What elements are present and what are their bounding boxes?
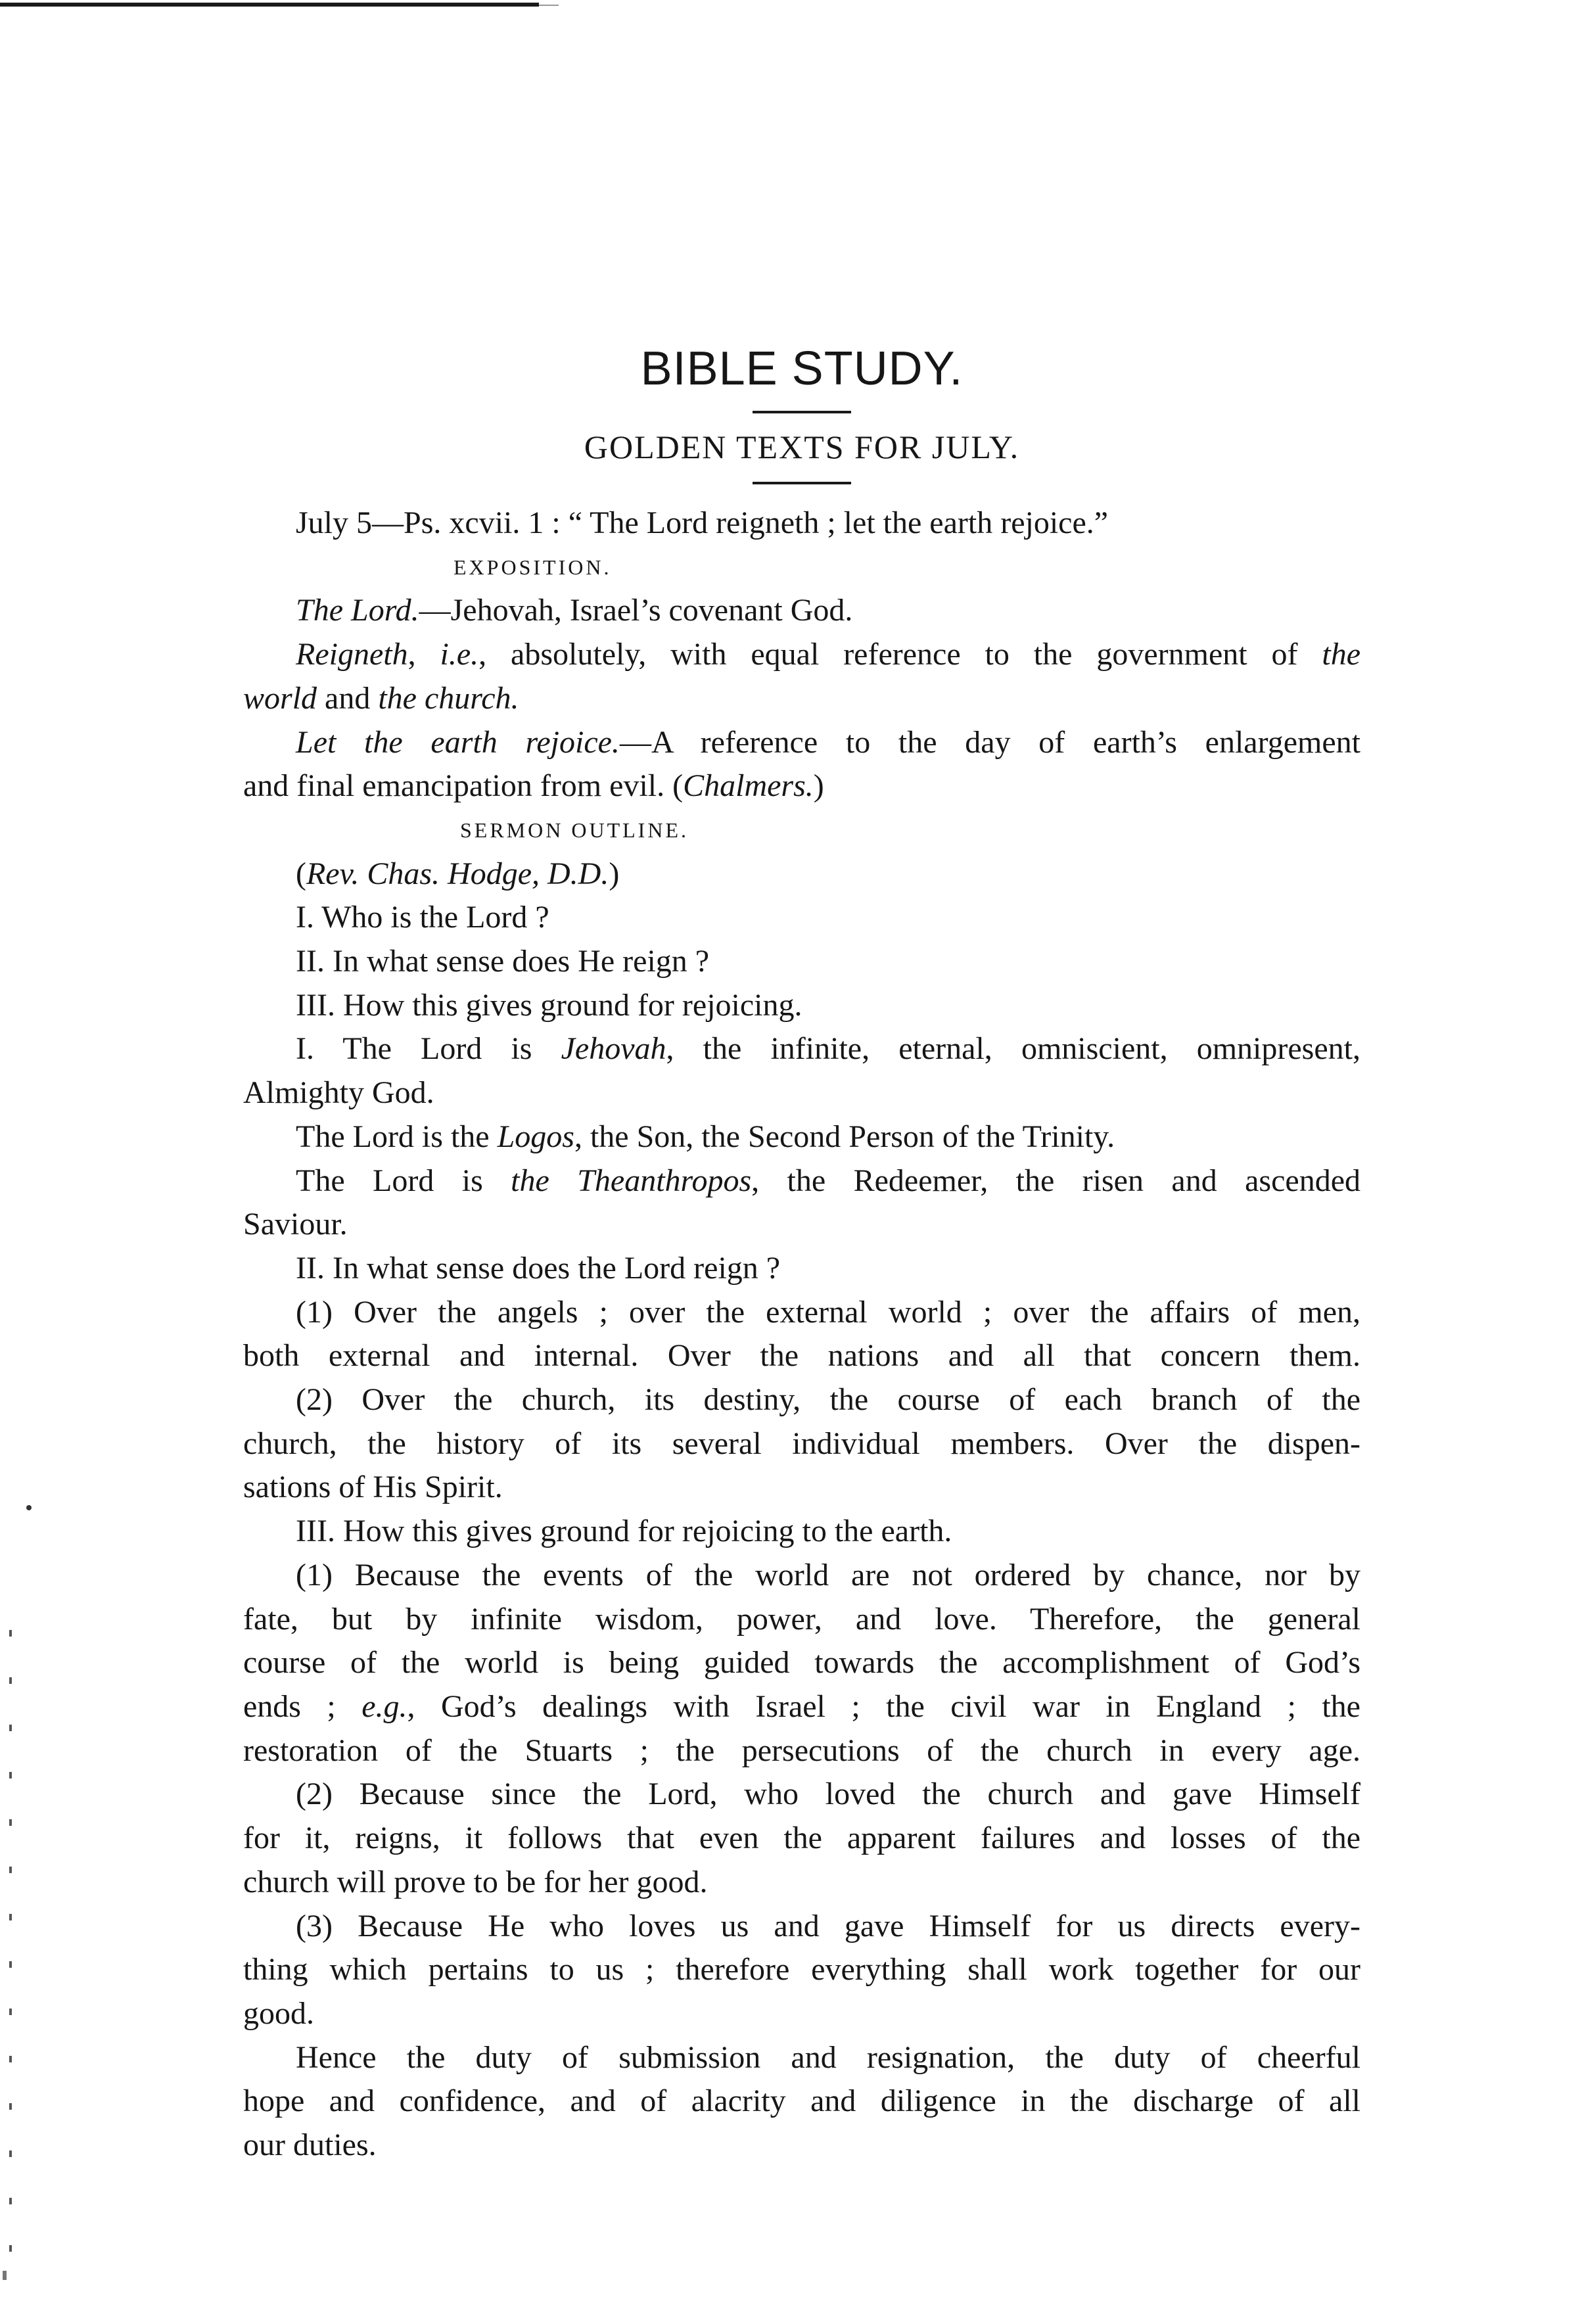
- text-line: course of the world is being guided towards the accomplishment of God’s: [243, 1645, 1360, 1681]
- text-span: The Lord is the: [296, 1119, 498, 1154]
- text-span: , absolutely, with equal reference to the government of: [478, 637, 1322, 672]
- text-line: [243, 1159, 1360, 1203]
- text-line: II. In what sense does the Lord reign ?: [296, 1250, 781, 1286]
- text-line: thing which pertains to us ; therefore everything shall work together for our: [243, 1952, 1360, 1987]
- text-span: —Jehovah, Israel’s covenant God.: [419, 593, 853, 628]
- text-span: , God’s dealings with Israel ; the civil war in England ; the: [407, 1688, 1360, 1724]
- text-span: —A reference to the day of earth’s enlargement: [619, 724, 1361, 760]
- text-body: [243, 501, 1360, 2168]
- text-span: I. The Lord is: [296, 1031, 561, 1067]
- text-span: and: [317, 680, 379, 716]
- text-line: (2) Over the church, its destiny, the course of each branch of the: [296, 1382, 1360, 1418]
- italic-span: e.g.: [361, 1688, 407, 1724]
- text-line: for it, reigns, it follows that even the apparent failures and losses of the: [243, 1821, 1360, 1856]
- text-line: (2) Because since the Lord, who loved the church and gave Himself: [296, 1777, 1360, 1812]
- title-divider: [753, 411, 851, 413]
- text-line: fate, but by infinite wisdom, power, and love. Therefore, the general: [243, 1601, 1360, 1637]
- text-line: [243, 721, 1360, 765]
- page-body: [243, 342, 1361, 2168]
- italic-span: i.e.: [440, 637, 479, 672]
- top-edge-rule: [0, 3, 539, 7]
- text-line: Hence the duty of submission and resignation, the duty of cheerful: [296, 2039, 1360, 2075]
- text-line: Saviour.: [243, 1207, 348, 1242]
- text-line: church will prove to be for her good.: [243, 1864, 708, 1899]
- text-line: [243, 1685, 1360, 1729]
- subtitle-divider: [753, 482, 851, 484]
- italic-span: Jehovah: [561, 1031, 666, 1067]
- section-heading-sermon-outline: SERMON OUTLINE.: [460, 818, 689, 842]
- text-line: church, the history of its several individual members. Over the dispen-: [243, 1426, 1360, 1461]
- text-span: , the infinite, eternal, omniscient, omnipresent,: [666, 1031, 1360, 1067]
- text-line: our duties.: [243, 2127, 377, 2163]
- text-line: Almighty God.: [243, 1075, 434, 1111]
- text-line: sations of His Spirit.: [243, 1470, 503, 1505]
- text-line: [243, 764, 1360, 808]
- text-span: ,: [407, 637, 440, 672]
- text-line: good.: [243, 1995, 314, 2031]
- italic-span: the church.: [378, 680, 519, 716]
- italic-span: The Lord.: [296, 593, 419, 628]
- text-line: [243, 1027, 1360, 1071]
- page-subtitle: GOLDEN TEXTS FOR JULY.: [584, 429, 1020, 465]
- text-span: , the Redeemer, the risen and ascended: [751, 1163, 1360, 1198]
- text-line: [243, 677, 1360, 721]
- text-span: ): [609, 856, 620, 891]
- margin-mark: [26, 1505, 32, 1510]
- text-line: I. Who is the Lord ?: [296, 900, 549, 935]
- text-line: hope and confidence, and of alacrity and diligence in the discharge of all: [243, 2083, 1360, 2119]
- top-edge-rule-faint: [539, 5, 559, 6]
- text-line: both external and internal. Over the nations and all that concern them.: [243, 1338, 1360, 1374]
- italic-span: Reigneth: [296, 637, 408, 672]
- text-line: (1) Because the events of the world are not ordered by chance, nor by: [296, 1557, 1360, 1592]
- golden-text-line: July 5—Ps. xcvii. 1 : “ The Lord reigneth ; let the earth rejoice.”: [296, 505, 1109, 540]
- italic-span: Let the earth rejoice.: [296, 724, 620, 760]
- page-title: BIBLE STUDY.: [640, 342, 964, 395]
- text-span: and final emancipation from evil. (: [243, 768, 684, 804]
- text-span: , the Son, the Second Person of the Trinity.: [574, 1119, 1115, 1154]
- text-span: ends ;: [243, 1688, 362, 1724]
- text-line: [243, 589, 1360, 633]
- text-span: The Lord is: [296, 1163, 511, 1198]
- section-heading-exposition: EXPOSITION.: [453, 555, 612, 579]
- text-line: restoration of the Stuarts ; the persecutions of the church in every age.: [243, 1732, 1360, 1768]
- text-line: III. How this gives ground for rejoicing to the earth.: [296, 1514, 952, 1549]
- text-line: (1) Over the angels ; over the external world ; over the affairs of men,: [296, 1294, 1360, 1330]
- text-span: (: [296, 856, 306, 891]
- text-line: II. In what sense does He reign ?: [296, 944, 710, 979]
- italic-span: the Theanthropos: [511, 1163, 752, 1198]
- italic-span: Logos: [497, 1119, 574, 1154]
- binding-edge-marks: [5, 1630, 18, 2292]
- text-line: [243, 852, 1360, 896]
- text-line: [243, 1115, 1360, 1159]
- text-line: [243, 633, 1360, 677]
- text-line: (3) Because He who loves us and gave Himself for us directs every-: [296, 1908, 1360, 1943]
- text-span: ): [813, 768, 824, 804]
- italic-span: Chalmers.: [683, 768, 814, 804]
- italic-span: world: [243, 680, 317, 716]
- text-line: III. How this gives ground for rejoicing.: [296, 987, 802, 1023]
- italic-span: Rev. Chas. Hodge, D.D.: [306, 856, 609, 891]
- italic-span: the: [1322, 637, 1361, 672]
